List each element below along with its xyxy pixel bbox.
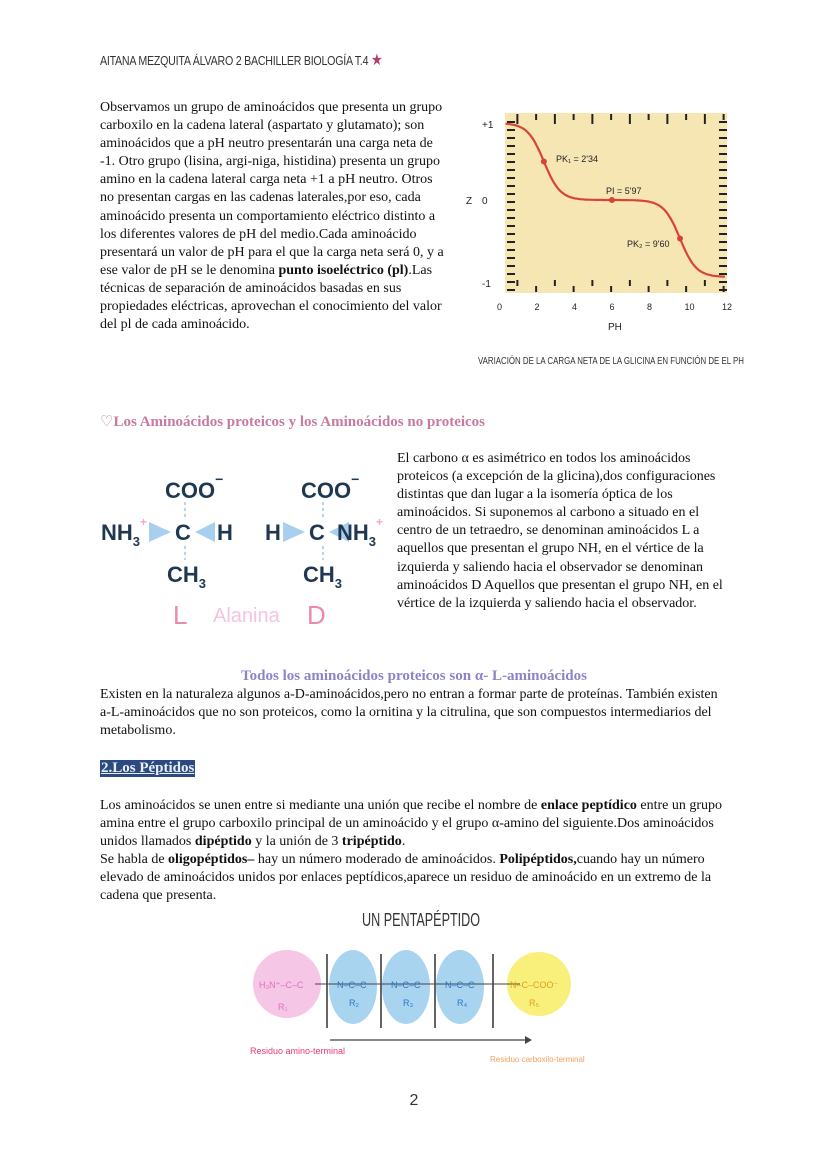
page-number: 2 [409, 1092, 419, 1109]
d-coo: COO [301, 478, 352, 503]
nh-cc-group: N–C–C [391, 980, 421, 990]
header-text: AITANA MEZQUITA ÁLVARO 2 BACHILLER BIOLOGÍA T.4 [100, 53, 369, 68]
d-nh3: NH [337, 520, 369, 545]
text-segment: dipéptido [194, 834, 252, 850]
y-tick-label: 0 [482, 196, 488, 207]
chart-caption: VARIACIÓN DE LA CARGA NETA DE LA GLICINA EN FUNCIÓN DE EL PH [478, 355, 744, 367]
r-label: R₄ [457, 998, 468, 1008]
y-tick-label: +1 [482, 120, 494, 131]
x-tick-label: 12 [722, 302, 733, 312]
data-point [677, 236, 683, 242]
y-tick-label: -1 [482, 279, 491, 290]
arrow-head-icon [525, 1036, 532, 1044]
x-tick-label: 10 [684, 302, 695, 312]
l-minus: − [215, 471, 224, 487]
d-h: H [265, 520, 281, 545]
l-ch3: CH [167, 562, 199, 587]
text-segment: cuando hay un número elevado de aminoácidos unidos por enlaces peptídicos,aparece un residuo de aminoácido en un extremo de la cadena que presenta. [100, 852, 712, 904]
annotation-label: PK₂ = 9'60 [627, 239, 670, 249]
text-segment: .Las técnicas de separación de aminoácidos basadas en sus propiedades eléctricas, aprovechan el conocimiento del valor del pl de cada aminoácido. [100, 262, 442, 333]
heart-icon: ♡ [100, 414, 114, 430]
pentapeptide-title: UN PENTAPÉPTIDO [362, 910, 481, 930]
l-coo-group [165, 471, 223, 503]
r-label: R₂ [349, 998, 359, 1008]
text-segment: tripéptido [341, 834, 402, 850]
carboxyl-terminal-label: Residuo carboxilo-terminal [490, 1055, 585, 1064]
text-segment: Polipéptidos, [499, 852, 577, 868]
l-nh3-group [101, 515, 147, 549]
nh-cc-group: N–C–C [337, 980, 367, 990]
x-tick-label: 8 [647, 302, 653, 312]
r-label: R₁ [278, 1002, 288, 1012]
alanine-svg [95, 460, 390, 635]
d-ch3-sub: 3 [334, 576, 343, 591]
l-ch3-sub: 3 [198, 576, 207, 591]
carbon-paragraph: El carbono α es asimétrico en todos los aminoácidos proteicos (a excepción de la glicina),dos configuraciones distintas que dan lugar a la isomería óptica de los aminoácidos. Si suponemos al carbono a situado en el centro de un tetraedro, se denominan aminoácidos L a aquellos que presentan el grupo NH, en el vértice de la izquierda y saliendo hacia el observador se denominan aminoácidos D Aquellos que presentan el grupo NH, en el vértice de la izquierda y saliendo hacia el observador. [397, 451, 723, 611]
text-segment: oligopéptidos– [168, 852, 255, 868]
d-sub3: 3 [368, 534, 377, 549]
d-carbon: C [309, 520, 325, 545]
d-nh3-group [337, 515, 383, 549]
nh-cc-group: N–C–C [445, 980, 475, 990]
l-plus: + [140, 515, 148, 529]
l-h: H [217, 520, 233, 545]
alanine-diagram [95, 460, 390, 635]
d-coo-group [301, 471, 359, 503]
amino-group: H₃N⁺–C–C [259, 980, 304, 990]
l-nh3: NH [101, 520, 133, 545]
peptide-paragraph [100, 797, 732, 906]
d-ch3-group [303, 562, 342, 591]
text-segment: Se habla de [100, 852, 169, 868]
exist-paragraph: Existen en la naturaleza algunos a-D-aminoácidos,pero no entran a formar parte de proteínas. También existen a-L-aminoácidos que no son proteicos, como la ornitina y la citrulina, que son compuestos intermediarios del metabolismo. [100, 687, 718, 739]
x-tick-label: 2 [534, 302, 540, 312]
text-segment: hay un número moderado de aminoácidos. [254, 852, 500, 868]
wedge-icon [195, 522, 215, 542]
page-header [100, 50, 382, 70]
x-axis-label: PH [608, 322, 622, 333]
section-title-aminoacids [100, 412, 485, 431]
text-segment: entre un grupo amina entre el grupo carboxilo principal de un aminoácido y el grupo α-amino del siguiente.Dos aminoácidos unidos llamados [100, 798, 723, 850]
star-icon: ★ [370, 52, 383, 69]
y-axis-label: Z [466, 196, 473, 207]
amino-terminal-label: Residuo amino-terminal [250, 1046, 346, 1056]
pentapeptide-diagram [245, 940, 595, 1075]
label-alanina: Alanina [213, 605, 280, 627]
subtitle-alpha-l: Todos los aminoácidos proteicos son α- L-aminoácidos [241, 668, 587, 684]
data-point [541, 159, 547, 165]
text-segment: punto isoeléctrico (pl) [278, 262, 409, 278]
intro-paragraph [100, 99, 445, 334]
r-label: R₅ [529, 998, 540, 1008]
text-segment: Observamos un grupo de aminoácidos que presenta un grupo carboxilo en la cadena lateral (aspartato y glutamato); son aminoácidos que a pH neutro presentarán una carga neta de -1. Otro grupo (lisina, argi-niga, histidina) presenta un grupo amino en la cadena lateral carga neta +1 a pH neutro. Otros no presentan cargas en las cadenas laterales,por eso, cada aminoácido presenta un comportamiento eléctrico distinto a los diferentes valores de pH del medio.Cada aminoácido presentará un valor de pH para el que la carga neta será 0, y a ese valor de pH se le denomina [100, 100, 444, 278]
section-title-text: Los Aminoácidos proteicos y los Aminoácidos no proteicos [113, 414, 486, 430]
glycine-chart [460, 100, 744, 380]
text-segment: Los aminoácidos se unen entre si mediante una unión que recibe el nombre de [100, 798, 541, 813]
d-plus: + [376, 515, 384, 529]
wedge-icon [149, 522, 171, 542]
wedge-icon [283, 522, 305, 542]
chart-svg [460, 100, 740, 380]
label-l: L [173, 600, 188, 630]
carboxyl-group: N–C–COO⁻ [510, 980, 559, 990]
label-d: D [307, 600, 326, 630]
r-label: R₃ [403, 998, 414, 1008]
text-segment: enlace peptídico [540, 798, 637, 813]
annotation-label: PK₁ = 2'34 [556, 154, 599, 164]
x-tick-label: 6 [609, 302, 615, 312]
pentapeptide-svg [245, 940, 595, 1075]
data-point [609, 197, 615, 203]
x-tick-label: 0 [497, 302, 503, 312]
l-ch3-group [167, 562, 206, 591]
l-sub3: 3 [132, 534, 141, 549]
text-segment: y la unión de 3 [251, 834, 342, 850]
l-coo: COO [165, 478, 216, 503]
d-minus: − [351, 471, 360, 487]
section-title-peptides: 2.Los Péptidos [101, 760, 195, 776]
l-carbon: C [175, 520, 191, 545]
x-tick-label: 4 [572, 302, 578, 312]
text-segment: . [401, 834, 406, 850]
annotation-label: PI = 5'97 [606, 186, 642, 196]
d-ch3: CH [303, 562, 335, 587]
